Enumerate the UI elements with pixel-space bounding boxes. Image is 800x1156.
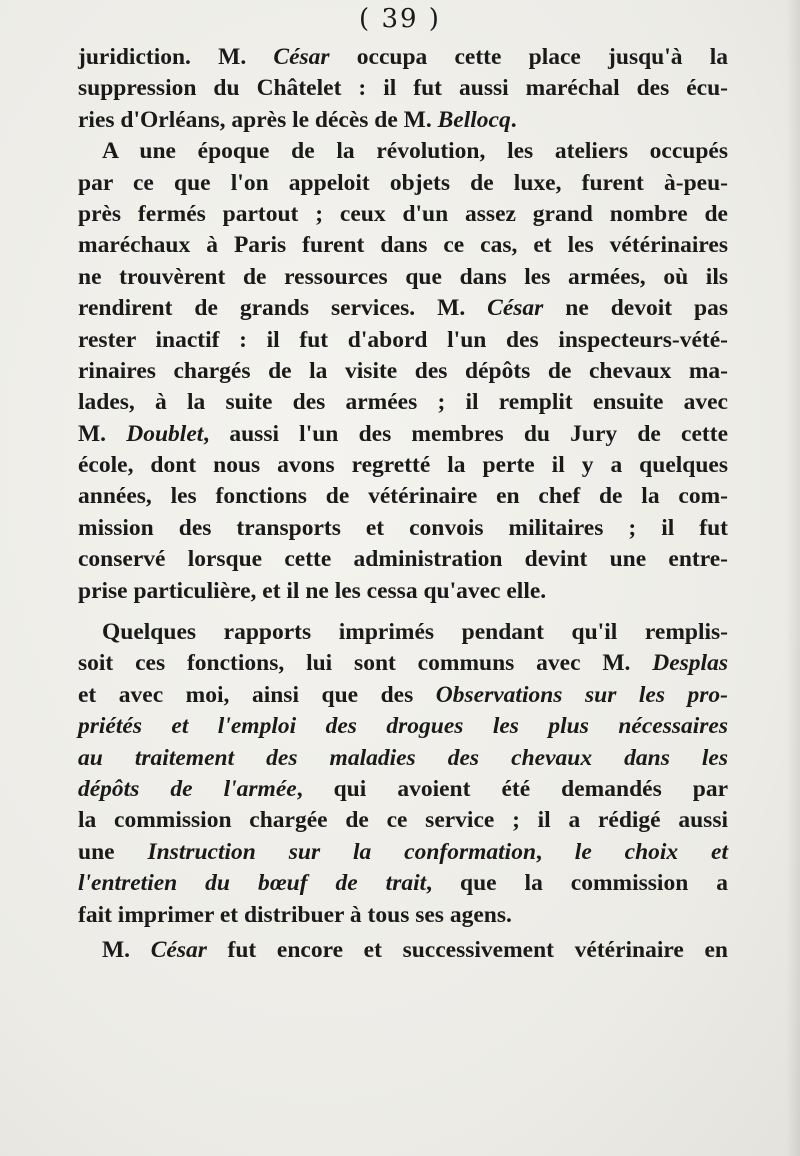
text-line: priétés et l'emploi des drogues les plus nécessaires (78, 713, 728, 740)
text-line: dépôts de l'armée, qui avoient été demandés par (78, 775, 728, 802)
text-line: une Instruction sur la conformation, le choix et (78, 838, 729, 865)
text-line: près fermés partout ; ceux d'un assez grand nombre de (78, 200, 728, 227)
text-line: maréchaux à Paris furent dans ce cas, et les vétérinaires (78, 232, 728, 259)
text-line: prise particulière, et il ne les cessa qu'avec elle. (78, 577, 547, 604)
paragraph-3 (78, 617, 728, 931)
text-line: au traitement des maladies des chevaux dans les (78, 744, 728, 771)
text-line: A une époque de la révolution, les ateliers occupés (102, 138, 728, 165)
text-line: fait imprimer et distribuer à tous ses agens. (78, 901, 512, 928)
text-line: conservé lorsque cette administration devint une entre- (78, 546, 728, 573)
text-line: rester inactif : il fut d'abord l'un des inspecteurs-vété- (78, 326, 728, 353)
text-line: soit ces fonctions, lui sont communs avec M. Desplas (78, 650, 728, 677)
text-line: mission des transports et convois militaires ; il fut (78, 514, 728, 541)
body-text (78, 42, 728, 966)
page-edge-shadow (786, 0, 800, 1156)
text-line: années, les fonctions de vétérinaire en chef de la com- (78, 483, 728, 510)
text-line: juridiction. M. César occupa cette place jusqu'à la (78, 44, 728, 70)
text-line: M. César fut encore et successivement vétérinaire en (102, 936, 728, 963)
paragraph-1 (78, 42, 728, 136)
text-line: ries d'Orléans, après le décès de M. Bellocq. (78, 106, 517, 133)
text-line: rinaires chargés de la visite des dépôts de chevaux ma- (78, 357, 728, 384)
text-line: rendirent de grands services. M. César ne devoit pas (78, 295, 728, 322)
text-line: la commission chargée de ce service ; il a rédigé aussi (78, 807, 728, 834)
text-line: M. Doublet, aussi l'un des membres du Jury de cette (78, 420, 728, 447)
paragraph-4 (78, 935, 728, 966)
text-line: l'entretien du bœuf de trait, que la commission a (78, 870, 728, 897)
text-line: école, dont nous avons regretté la perte il y a quelques (78, 452, 728, 479)
text-line: par ce que l'on appeloit objets de luxe, furent à-peu- (78, 169, 728, 196)
text-line: et avec moi, ainsi que des Observations sur les pro- (78, 681, 728, 708)
text-line: ne trouvèrent de ressources que dans les armées, où ils (78, 263, 728, 290)
paragraph-2 (78, 136, 728, 607)
text-line: suppression du Châtelet : il fut aussi maréchal des écu- (78, 75, 728, 102)
text-line: lades, à la suite des armées ; il remplit ensuite avec (78, 389, 728, 416)
page-number: ( 39 ) (359, 4, 441, 34)
text-line: Quelques rapports imprimés pendant qu'il remplis- (102, 619, 728, 646)
